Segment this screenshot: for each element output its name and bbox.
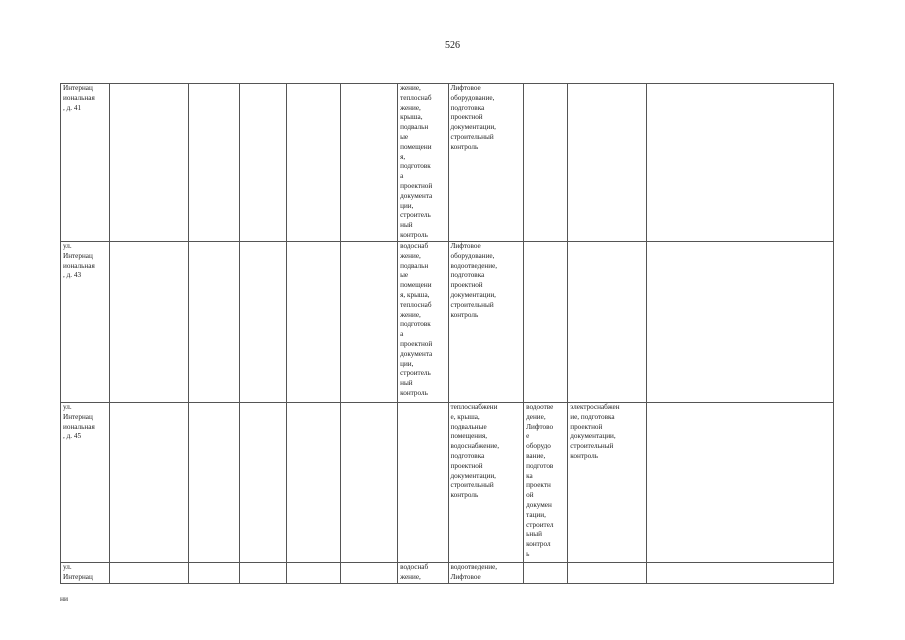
works-cell bbox=[524, 242, 568, 403]
empty-cell bbox=[239, 403, 286, 563]
empty-cell bbox=[189, 403, 239, 563]
empty-cell bbox=[286, 563, 341, 584]
empty-cell bbox=[341, 84, 398, 242]
works-cell: Лифтовое оборудование, водоотведение, подготовка проектной документации, строительный контроль bbox=[448, 242, 524, 403]
works-cell bbox=[568, 242, 647, 403]
works-cell: водоотве дение, Лифтово е оборудо вание, подготов ка проектн ой докумен тации, строител ьный контрол ь bbox=[524, 403, 568, 563]
empty-cell bbox=[341, 403, 398, 563]
empty-cell bbox=[110, 403, 189, 563]
table-row bbox=[61, 563, 834, 584]
works-cell: жение, теплоснаб жение, крыша, подвальн ые помещени я, подготовк а проектной документа ции, строитель ный контроль bbox=[398, 84, 448, 242]
page-number: 526 bbox=[445, 40, 460, 51]
empty-cell bbox=[239, 84, 286, 242]
table-row bbox=[61, 242, 834, 403]
empty-cell bbox=[110, 563, 189, 584]
works-cell: водоснаб жение, подвальн ые помещени я, крыша, теплоснаб жение, подготовк а проектной документа ции, строитель ный контроль bbox=[398, 242, 448, 403]
empty-cell bbox=[286, 242, 341, 403]
empty-cell bbox=[646, 563, 833, 584]
works-cell bbox=[524, 563, 568, 584]
table-row bbox=[61, 403, 834, 563]
empty-cell bbox=[239, 242, 286, 403]
empty-cell bbox=[341, 563, 398, 584]
address-cell: ул. Интернац иональная , д. 43 bbox=[61, 242, 110, 403]
works-cell: водоснаб жение, bbox=[398, 563, 448, 584]
empty-cell bbox=[189, 84, 239, 242]
address-cell: ул. Интернац bbox=[61, 563, 110, 584]
works-cell bbox=[398, 403, 448, 563]
works-cell: Лифтовое оборудование, подготовка проектной документации, строительный контроль bbox=[448, 84, 524, 242]
works-cell bbox=[568, 84, 647, 242]
footer-text: ни bbox=[60, 594, 69, 603]
empty-cell bbox=[646, 242, 833, 403]
empty-cell bbox=[286, 403, 341, 563]
works-cell: теплоснабжени е, крыша, подвальные помещения, водоснабжение, подготовка проектной документации, строительный контроль bbox=[448, 403, 524, 563]
empty-cell bbox=[189, 563, 239, 584]
address-cell: Интернац иональная , д. 41 bbox=[61, 84, 110, 242]
works-cell: электроснабжен ие, подготовка проектной документации, строительный контроль bbox=[568, 403, 647, 563]
empty-cell bbox=[341, 242, 398, 403]
address-cell: ул. Интернац иональная , д. 45 bbox=[61, 403, 110, 563]
empty-cell bbox=[286, 84, 341, 242]
works-cell bbox=[568, 563, 647, 584]
empty-cell bbox=[110, 242, 189, 403]
table-row bbox=[61, 84, 834, 242]
works-cell: водоотведение, Лифтовое bbox=[448, 563, 524, 584]
register-table bbox=[60, 83, 834, 584]
works-cell bbox=[524, 84, 568, 242]
empty-cell bbox=[646, 84, 833, 242]
empty-cell bbox=[189, 242, 239, 403]
empty-cell bbox=[646, 403, 833, 563]
empty-cell bbox=[239, 563, 286, 584]
empty-cell bbox=[110, 84, 189, 242]
